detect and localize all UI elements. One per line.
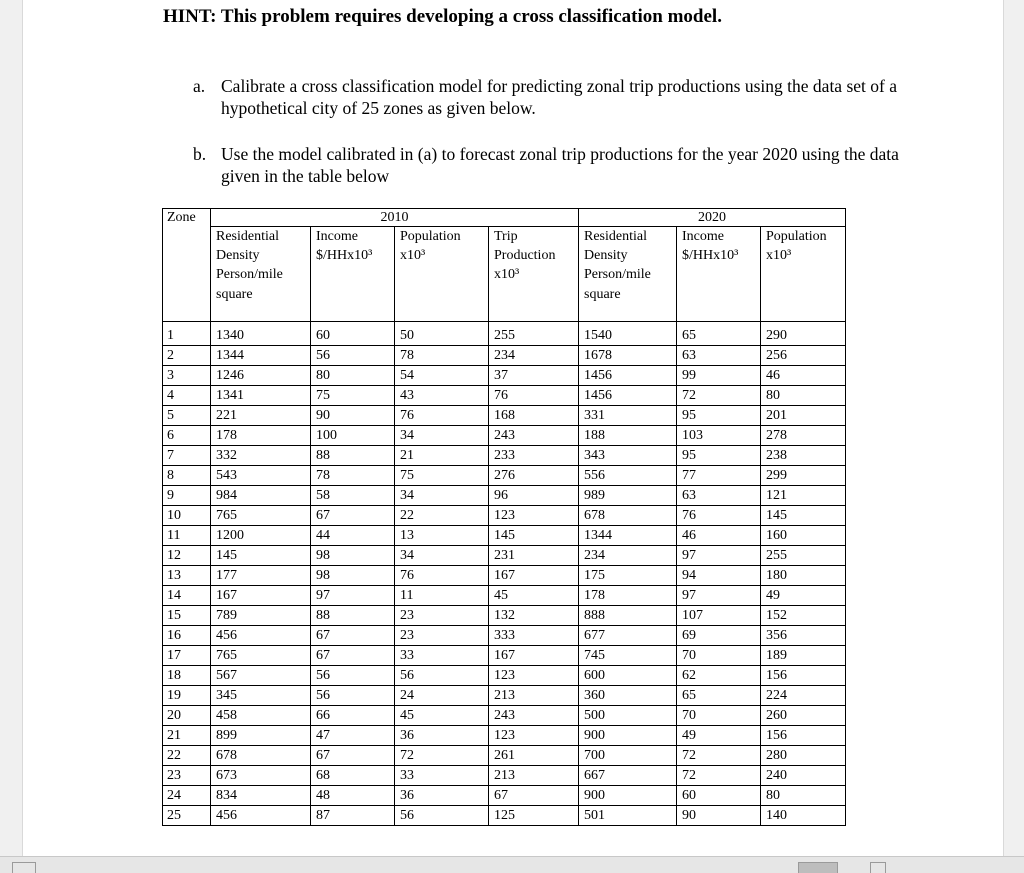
- table-row: [163, 546, 846, 566]
- table-cell: 107: [677, 606, 761, 626]
- table-cell: 76: [395, 566, 489, 586]
- table-row: [163, 646, 846, 666]
- table-cell: 67: [311, 626, 395, 646]
- table-cell: 56: [311, 686, 395, 706]
- table-cell: 1340: [211, 322, 311, 346]
- column-header-line: Population: [766, 229, 827, 244]
- table-cell: 76: [395, 406, 489, 426]
- table-cell: 97: [677, 546, 761, 566]
- table-cell: 90: [677, 806, 761, 826]
- zone-cell: 25: [163, 806, 211, 826]
- zone-cell: 4: [163, 386, 211, 406]
- table-cell: 667: [579, 766, 677, 786]
- zone-cell: 11: [163, 526, 211, 546]
- table-cell: 125: [489, 806, 579, 826]
- table-cell: 1540: [579, 322, 677, 346]
- column-header-2010-2: [395, 227, 489, 322]
- table-cell: 678: [579, 506, 677, 526]
- table-cell: 34: [395, 486, 489, 506]
- table-cell: 765: [211, 646, 311, 666]
- table-cell: 343: [579, 446, 677, 466]
- table-cell: 97: [311, 586, 395, 606]
- zone-cell: 18: [163, 666, 211, 686]
- table-row: [163, 786, 846, 806]
- column-header-2020-1: [677, 227, 761, 322]
- table-row: [163, 366, 846, 386]
- table-cell: 45: [489, 586, 579, 606]
- table-row: [163, 746, 846, 766]
- table-cell: 49: [677, 726, 761, 746]
- table-cell: 458: [211, 706, 311, 726]
- zone-cell: 2: [163, 346, 211, 366]
- table-cell: 58: [311, 486, 395, 506]
- zone-cell: 13: [163, 566, 211, 586]
- table-cell: 167: [489, 646, 579, 666]
- table-row: [163, 386, 846, 406]
- zone-cell: 3: [163, 366, 211, 386]
- table-row: [163, 766, 846, 786]
- table-cell: 500: [579, 706, 677, 726]
- column-header-line: Population: [400, 229, 461, 244]
- zone-cell: 14: [163, 586, 211, 606]
- table-row: [163, 706, 846, 726]
- zone-cell: 7: [163, 446, 211, 466]
- table-cell: 56: [311, 666, 395, 686]
- table-cell: 221: [211, 406, 311, 426]
- table-cell: 77: [677, 466, 761, 486]
- table-cell: 789: [211, 606, 311, 626]
- year-header-row: [163, 209, 846, 227]
- table-row: [163, 586, 846, 606]
- table-cell: 152: [761, 606, 846, 626]
- page-view-icon: [12, 862, 36, 873]
- table-cell: 76: [489, 386, 579, 406]
- table-cell: 556: [579, 466, 677, 486]
- table-cell: 899: [211, 726, 311, 746]
- scroll-thumb[interactable]: [798, 862, 838, 873]
- zone-cell: 22: [163, 746, 211, 766]
- table-cell: 95: [677, 446, 761, 466]
- table-cell: 331: [579, 406, 677, 426]
- table-cell: 60: [677, 786, 761, 806]
- zone-cell: 19: [163, 686, 211, 706]
- table-cell: 121: [761, 486, 846, 506]
- table-cell: 456: [211, 806, 311, 826]
- table-cell: 189: [761, 646, 846, 666]
- window-bottom-bar: [0, 856, 1024, 873]
- table-cell: 49: [761, 586, 846, 606]
- table-cell: 65: [677, 322, 761, 346]
- table-cell: 255: [489, 322, 579, 346]
- table-cell: 290: [761, 322, 846, 346]
- zone-cell: 5: [163, 406, 211, 426]
- table-cell: 67: [311, 746, 395, 766]
- column-header-line: x10³: [766, 248, 792, 263]
- table-cell: 132: [489, 606, 579, 626]
- table-cell: 1246: [211, 366, 311, 386]
- table-cell: 46: [761, 366, 846, 386]
- table-row: [163, 666, 846, 686]
- table-cell: 22: [395, 506, 489, 526]
- table-cell: 96: [489, 486, 579, 506]
- table-cell: 48: [311, 786, 395, 806]
- table-cell: 156: [761, 726, 846, 746]
- table-row: [163, 526, 846, 546]
- column-header-line: $/HHx10³: [316, 248, 373, 263]
- table-row: [163, 726, 846, 746]
- table-cell: 240: [761, 766, 846, 786]
- table-row: [163, 466, 846, 486]
- table-cell: 100: [311, 426, 395, 446]
- table-cell: 94: [677, 566, 761, 586]
- table-cell: 67: [311, 506, 395, 526]
- question-a-text: Calibrate a cross classification model for predicting zonal trip productions using the data set of a hypothetical city of 25 zones as given below.: [221, 76, 897, 118]
- table-row: [163, 406, 846, 426]
- table-cell: 47: [311, 726, 395, 746]
- zone-data-table: [162, 208, 846, 826]
- table-cell: 63: [677, 346, 761, 366]
- column-header-line: Person/mile: [584, 267, 651, 282]
- table-cell: 34: [395, 426, 489, 446]
- table-cell: 745: [579, 646, 677, 666]
- zone-cell: 24: [163, 786, 211, 806]
- table-cell: 600: [579, 666, 677, 686]
- table-cell: 888: [579, 606, 677, 626]
- table-row: [163, 606, 846, 626]
- table-cell: 360: [579, 686, 677, 706]
- table-cell: 72: [677, 386, 761, 406]
- table-cell: 66: [311, 706, 395, 726]
- zone-cell: 21: [163, 726, 211, 746]
- column-header-2020-2: [761, 227, 846, 322]
- table-cell: 567: [211, 666, 311, 686]
- table-cell: 70: [677, 706, 761, 726]
- table-row: [163, 322, 846, 346]
- table-cell: 167: [211, 586, 311, 606]
- year-2010-header: 2010: [211, 209, 579, 227]
- table-cell: 99: [677, 366, 761, 386]
- table-cell: 238: [761, 446, 846, 466]
- table-cell: 43: [395, 386, 489, 406]
- table-cell: 23: [395, 606, 489, 626]
- table-cell: 900: [579, 726, 677, 746]
- table-cell: 1341: [211, 386, 311, 406]
- table-cell: 88: [311, 606, 395, 626]
- table-cell: 97: [677, 586, 761, 606]
- question-a-label: a.: [193, 76, 206, 96]
- column-header-line: Density: [216, 248, 260, 263]
- table-cell: 1456: [579, 366, 677, 386]
- table-row: [163, 426, 846, 446]
- column-header-2010-0: [211, 227, 311, 322]
- zone-cell: 10: [163, 506, 211, 526]
- column-header-line: $/HHx10³: [682, 248, 739, 263]
- table-cell: 123: [489, 506, 579, 526]
- table-cell: 177: [211, 566, 311, 586]
- table-cell: 90: [311, 406, 395, 426]
- table-cell: 72: [677, 746, 761, 766]
- table-cell: 67: [311, 646, 395, 666]
- table-cell: 231: [489, 546, 579, 566]
- table-cell: 46: [677, 526, 761, 546]
- table-cell: 80: [311, 366, 395, 386]
- column-header-line: square: [216, 287, 253, 302]
- table-row: [163, 806, 846, 826]
- table-cell: 233: [489, 446, 579, 466]
- column-header-line: square: [584, 287, 621, 302]
- table-cell: 456: [211, 626, 311, 646]
- table-cell: 67: [489, 786, 579, 806]
- year-2020-header: 2020: [579, 209, 846, 227]
- table-cell: 180: [761, 566, 846, 586]
- zone-cell: 17: [163, 646, 211, 666]
- table-cell: 278: [761, 426, 846, 446]
- table-cell: 261: [489, 746, 579, 766]
- table-cell: 1344: [579, 526, 677, 546]
- table-cell: 98: [311, 566, 395, 586]
- zone-cell: 12: [163, 546, 211, 566]
- table-cell: 87: [311, 806, 395, 826]
- table-cell: 243: [489, 706, 579, 726]
- table-cell: 11: [395, 586, 489, 606]
- table-cell: 1456: [579, 386, 677, 406]
- zone-cell: 9: [163, 486, 211, 506]
- table-cell: 103: [677, 426, 761, 446]
- column-header-line: Income: [316, 229, 358, 244]
- zone-cell: 8: [163, 466, 211, 486]
- table-row: [163, 506, 846, 526]
- column-header-line: Trip: [494, 229, 518, 244]
- table-row: [163, 486, 846, 506]
- table-cell: 76: [677, 506, 761, 526]
- column-header-line: Residential: [584, 229, 647, 244]
- table-cell: 276: [489, 466, 579, 486]
- table-cell: 678: [211, 746, 311, 766]
- table-row: [163, 686, 846, 706]
- table-cell: 224: [761, 686, 846, 706]
- table-cell: 23: [395, 626, 489, 646]
- table-cell: 95: [677, 406, 761, 426]
- table-cell: 145: [761, 506, 846, 526]
- zone-header: Zone: [163, 209, 211, 322]
- table-cell: 900: [579, 786, 677, 806]
- table-cell: 88: [311, 446, 395, 466]
- column-header-line: Person/mile: [216, 267, 283, 282]
- table-cell: 256: [761, 346, 846, 366]
- table-cell: 78: [395, 346, 489, 366]
- table-cell: 54: [395, 366, 489, 386]
- column-header-line: Density: [584, 248, 628, 263]
- table-cell: 332: [211, 446, 311, 466]
- column-header-row: [163, 227, 846, 322]
- view-toggle-icon[interactable]: [870, 862, 886, 873]
- question-b-label: b.: [193, 144, 207, 164]
- table-cell: 44: [311, 526, 395, 546]
- table-cell: 834: [211, 786, 311, 806]
- zone-cell: 23: [163, 766, 211, 786]
- table-cell: 70: [677, 646, 761, 666]
- table-cell: 60: [311, 322, 395, 346]
- table-cell: 13: [395, 526, 489, 546]
- table-cell: 501: [579, 806, 677, 826]
- table-cell: 145: [489, 526, 579, 546]
- table-row: [163, 446, 846, 466]
- table-cell: 33: [395, 766, 489, 786]
- table-cell: 543: [211, 466, 311, 486]
- table-cell: 356: [761, 626, 846, 646]
- table-cell: 260: [761, 706, 846, 726]
- table-cell: 700: [579, 746, 677, 766]
- table-cell: 63: [677, 486, 761, 506]
- table-row: [163, 626, 846, 646]
- table-cell: 673: [211, 766, 311, 786]
- table-cell: 989: [579, 486, 677, 506]
- zone-cell: 15: [163, 606, 211, 626]
- question-b-text: Use the model calibrated in (a) to forecast zonal trip productions for the year 2020 using the data given in the table below: [221, 144, 899, 186]
- table-cell: 213: [489, 766, 579, 786]
- table-cell: 243: [489, 426, 579, 446]
- table-cell: 1200: [211, 526, 311, 546]
- table-cell: 68: [311, 766, 395, 786]
- table-cell: 45: [395, 706, 489, 726]
- table-cell: 80: [761, 786, 846, 806]
- column-header-line: Residential: [216, 229, 279, 244]
- table-cell: 167: [489, 566, 579, 586]
- table-cell: 1678: [579, 346, 677, 366]
- zone-cell: 6: [163, 426, 211, 446]
- column-header-2010-3: [489, 227, 579, 322]
- table-cell: 140: [761, 806, 846, 826]
- table-row: [163, 566, 846, 586]
- table-cell: 677: [579, 626, 677, 646]
- table-cell: 36: [395, 786, 489, 806]
- table-cell: 1344: [211, 346, 311, 366]
- table-cell: 75: [311, 386, 395, 406]
- table-cell: 123: [489, 666, 579, 686]
- table-cell: 33: [395, 646, 489, 666]
- table-cell: 56: [395, 666, 489, 686]
- hint-heading: HINT: This problem requires developing a cross classification model.: [163, 6, 722, 27]
- table-cell: 37: [489, 366, 579, 386]
- table-cell: 65: [677, 686, 761, 706]
- table-cell: 984: [211, 486, 311, 506]
- table-cell: 178: [211, 426, 311, 446]
- table-cell: 333: [489, 626, 579, 646]
- table-cell: 36: [395, 726, 489, 746]
- table-cell: 145: [211, 546, 311, 566]
- table-cell: 168: [489, 406, 579, 426]
- zone-cell: 1: [163, 322, 211, 346]
- table-cell: 75: [395, 466, 489, 486]
- column-header-line: x10³: [400, 248, 426, 263]
- table-cell: 765: [211, 506, 311, 526]
- column-header-2020-0: [579, 227, 677, 322]
- table-cell: 80: [761, 386, 846, 406]
- column-header-line: x10³: [494, 267, 520, 282]
- table-cell: 345: [211, 686, 311, 706]
- table-row: [163, 346, 846, 366]
- table-cell: 188: [579, 426, 677, 446]
- table-cell: 78: [311, 466, 395, 486]
- table-cell: 201: [761, 406, 846, 426]
- table-cell: 50: [395, 322, 489, 346]
- table-cell: 299: [761, 466, 846, 486]
- table-cell: 56: [395, 806, 489, 826]
- table-cell: 62: [677, 666, 761, 686]
- table-cell: 175: [579, 566, 677, 586]
- table-cell: 213: [489, 686, 579, 706]
- table-cell: 34: [395, 546, 489, 566]
- column-header-line: Income: [682, 229, 724, 244]
- table-cell: 156: [761, 666, 846, 686]
- table-cell: 178: [579, 586, 677, 606]
- table-cell: 21: [395, 446, 489, 466]
- table-cell: 280: [761, 746, 846, 766]
- column-header-line: Production: [494, 248, 556, 263]
- table-cell: 72: [395, 746, 489, 766]
- table-cell: 123: [489, 726, 579, 746]
- table-cell: 69: [677, 626, 761, 646]
- zone-cell: 20: [163, 706, 211, 726]
- column-header-2010-1: [311, 227, 395, 322]
- table-cell: 160: [761, 526, 846, 546]
- table-cell: 255: [761, 546, 846, 566]
- table-cell: 56: [311, 346, 395, 366]
- table-cell: 72: [677, 766, 761, 786]
- table-cell: 234: [489, 346, 579, 366]
- zone-cell: 16: [163, 626, 211, 646]
- table-cell: 24: [395, 686, 489, 706]
- table-cell: 98: [311, 546, 395, 566]
- table-cell: 234: [579, 546, 677, 566]
